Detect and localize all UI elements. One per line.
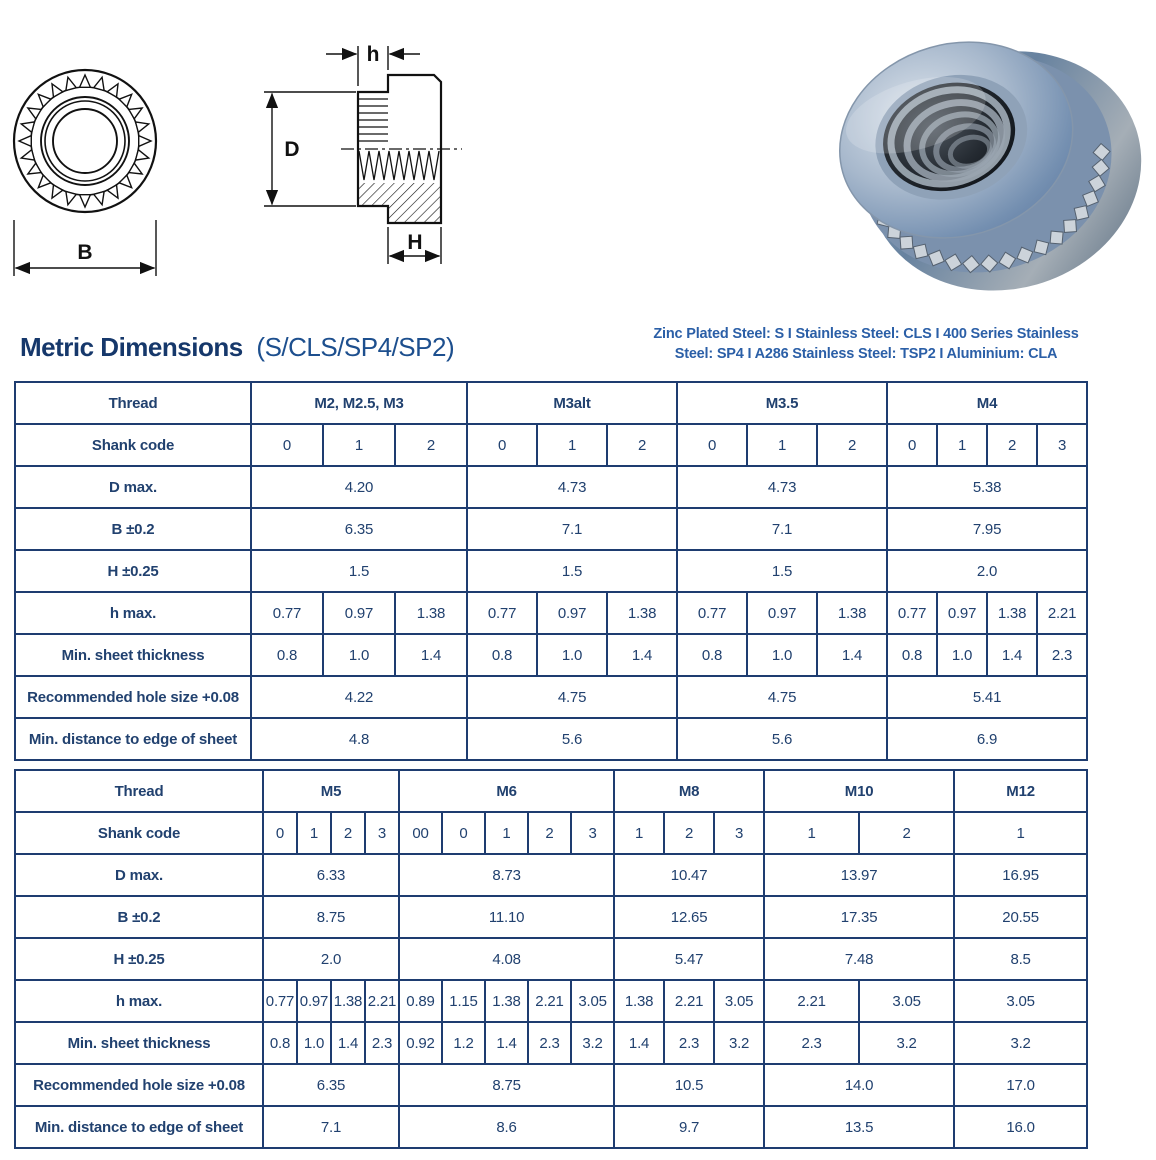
cell-shank-code: 2	[817, 424, 887, 466]
cell-thread: M5	[263, 770, 399, 812]
cell-b: 11.10	[399, 896, 614, 938]
cell-min-sheet: 0.8	[887, 634, 937, 676]
cell-min-sheet: 3.2	[571, 1022, 614, 1064]
cell-shank-code: 0	[251, 424, 323, 466]
materials-line2: Steel: SP4 I A286 Stainless Steel: TSP2 I Aluminium: CLA	[674, 346, 1058, 363]
cell-shank-code: 0	[677, 424, 747, 466]
row-label-edge-distance: Min. distance to edge of sheet	[15, 1106, 263, 1148]
cell-h-nominal: 7.48	[764, 938, 954, 980]
dim-label-h: h	[366, 43, 380, 66]
cell-d-max: 4.73	[467, 466, 677, 508]
cell-min-sheet: 1.0	[537, 634, 607, 676]
cell-hole-size: 5.41	[887, 676, 1087, 718]
cell-h-max: 1.38	[614, 980, 664, 1022]
cell-shank-code: 2	[528, 812, 571, 854]
thread-profile	[359, 151, 439, 180]
cell-min-sheet: 1.0	[747, 634, 817, 676]
cell-h-max: 3.05	[954, 980, 1087, 1022]
cell-h-max: 1.38	[987, 592, 1037, 634]
cell-min-sheet: 0.92	[399, 1022, 442, 1064]
row-shank-code	[15, 424, 1087, 466]
cell-shank-code: 00	[399, 812, 442, 854]
row-label-thread: Thread	[15, 770, 263, 812]
cell-h-max: 1.15	[442, 980, 485, 1022]
row-label-b: B ±0.2	[15, 896, 263, 938]
page-title	[20, 332, 454, 363]
cell-hole-size: 4.22	[251, 676, 467, 718]
cell-min-sheet: 1.0	[297, 1022, 331, 1064]
cell-h-max: 0.97	[747, 592, 817, 634]
cell-h-max: 1.38	[817, 592, 887, 634]
cell-d-max: 13.97	[764, 854, 954, 896]
row-h-max	[15, 980, 1087, 1022]
row-label-h-max: h max.	[15, 592, 251, 634]
cell-min-sheet: 1.4	[607, 634, 677, 676]
cell-edge-distance: 13.5	[764, 1106, 954, 1148]
dim-label-b: B	[77, 241, 93, 264]
cell-d-max: 4.73	[677, 466, 887, 508]
cell-shank-code: 2	[664, 812, 714, 854]
cell-shank-code: 3	[365, 812, 399, 854]
cell-shank-code: 3	[714, 812, 764, 854]
cell-shank-code: 1	[537, 424, 607, 466]
cell-min-sheet: 1.4	[395, 634, 467, 676]
cell-min-sheet: 3.2	[859, 1022, 954, 1064]
cell-min-sheet: 0.8	[263, 1022, 297, 1064]
dim-label-d: D	[284, 138, 300, 161]
materials-note	[646, 324, 1086, 365]
row-label-d-max: D max.	[15, 854, 263, 896]
cell-shank-code: 0	[887, 424, 937, 466]
cell-h-max: 0.77	[467, 592, 537, 634]
cell-h-nominal: 1.5	[251, 550, 467, 592]
cell-min-sheet: 2.3	[664, 1022, 714, 1064]
row-label-hole-size: Recommended hole size +0.08	[15, 1064, 263, 1106]
cell-shank-code: 3	[1037, 424, 1087, 466]
cell-b: 20.55	[954, 896, 1087, 938]
cell-d-max: 4.20	[251, 466, 467, 508]
cell-shank-code: 0	[263, 812, 297, 854]
cell-edge-distance: 16.0	[954, 1106, 1087, 1148]
cell-b: 7.1	[677, 508, 887, 550]
cell-h-nominal: 8.5	[954, 938, 1087, 980]
cell-d-max: 6.33	[263, 854, 399, 896]
cell-h-max: 0.77	[677, 592, 747, 634]
cell-d-max: 10.47	[614, 854, 764, 896]
cell-min-sheet: 1.4	[987, 634, 1037, 676]
cell-h-nominal: 1.5	[467, 550, 677, 592]
cell-d-max: 16.95	[954, 854, 1087, 896]
cell-h-max: 0.97	[937, 592, 987, 634]
cell-h-nominal: 2.0	[887, 550, 1087, 592]
cell-h-max: 3.05	[714, 980, 764, 1022]
cell-h-max: 2.21	[365, 980, 399, 1022]
cell-min-sheet: 0.8	[251, 634, 323, 676]
cell-h-nominal: 5.47	[614, 938, 764, 980]
cell-min-sheet: 2.3	[1037, 634, 1087, 676]
front-view-drawing	[10, 38, 180, 278]
cell-h-max: 3.05	[859, 980, 954, 1022]
cell-h-max: 1.38	[485, 980, 528, 1022]
cell-hole-size: 10.5	[614, 1064, 764, 1106]
cell-edge-distance: 8.6	[399, 1106, 614, 1148]
cell-h-max: 3.05	[571, 980, 614, 1022]
cell-min-sheet: 0.8	[677, 634, 747, 676]
metric-dimensions-table-1	[14, 381, 1088, 761]
cell-thread: M3alt	[467, 382, 677, 424]
cell-min-sheet: 1.4	[614, 1022, 664, 1064]
cell-min-sheet: 0.8	[467, 634, 537, 676]
materials-line1: Zinc Plated Steel: S I Stainless Steel: CLS I 400 Series Stainless	[653, 326, 1079, 342]
row-shank-code	[15, 812, 1087, 854]
cell-h-nominal: 2.0	[263, 938, 399, 980]
cell-shank-code: 3	[571, 812, 614, 854]
cell-shank-code: 1	[614, 812, 664, 854]
cell-hole-size: 17.0	[954, 1064, 1087, 1106]
cell-thread: M8	[614, 770, 764, 812]
cell-min-sheet: 1.0	[937, 634, 987, 676]
row-label-shank-code: Shank code	[15, 812, 263, 854]
row-b	[15, 508, 1087, 550]
row-min-sheet	[15, 634, 1087, 676]
cell-shank-code: 2	[395, 424, 467, 466]
cell-edge-distance: 4.8	[251, 718, 467, 760]
row-min-sheet	[15, 1022, 1087, 1064]
row-d-max	[15, 854, 1087, 896]
cell-h-max: 2.21	[528, 980, 571, 1022]
cell-min-sheet: 1.4	[817, 634, 887, 676]
cell-min-sheet: 2.3	[365, 1022, 399, 1064]
row-label-min-sheet: Min. sheet thickness	[15, 634, 251, 676]
cell-thread: M10	[764, 770, 954, 812]
cell-b: 7.1	[467, 508, 677, 550]
cell-h-max: 0.77	[887, 592, 937, 634]
row-label-d-max: D max.	[15, 466, 251, 508]
cell-h-max: 1.38	[607, 592, 677, 634]
cell-h-max: 2.21	[1037, 592, 1087, 634]
metric-dimensions-table-2	[14, 769, 1088, 1149]
cell-h-max: 0.77	[251, 592, 323, 634]
cell-shank-code: 1	[764, 812, 859, 854]
cell-min-sheet: 3.2	[714, 1022, 764, 1064]
cell-min-sheet: 1.4	[485, 1022, 528, 1064]
cell-shank-code: 1	[937, 424, 987, 466]
dimension-tables	[14, 381, 1088, 1149]
row-label-min-sheet: Min. sheet thickness	[15, 1022, 263, 1064]
row-h-nominal	[15, 938, 1087, 980]
row-label-shank-code: Shank code	[15, 424, 251, 466]
cell-edge-distance: 5.6	[677, 718, 887, 760]
cell-hole-size: 14.0	[764, 1064, 954, 1106]
row-label-hole-size: Recommended hole size +0.08	[15, 676, 251, 718]
row-label-thread: Thread	[15, 382, 251, 424]
row-thread	[15, 770, 1087, 812]
cell-min-sheet: 1.2	[442, 1022, 485, 1064]
cell-edge-distance: 6.9	[887, 718, 1087, 760]
cell-min-sheet: 2.3	[764, 1022, 859, 1064]
cell-b: 17.35	[764, 896, 954, 938]
row-h-nominal	[15, 550, 1087, 592]
cell-edge-distance: 7.1	[263, 1106, 399, 1148]
cell-b: 12.65	[614, 896, 764, 938]
serration-teeth	[19, 75, 151, 207]
cell-shank-code: 1	[323, 424, 395, 466]
cell-min-sheet: 1.0	[323, 634, 395, 676]
row-hole-size	[15, 1064, 1087, 1106]
row-d-max	[15, 466, 1087, 508]
clinch-nut-3d-image	[812, 8, 1147, 300]
pilot-ribs	[358, 99, 388, 141]
cell-h-max: 0.97	[323, 592, 395, 634]
page-title-main: Metric Dimensions	[20, 332, 243, 362]
cell-shank-code: 1	[954, 812, 1087, 854]
cell-shank-code: 2	[987, 424, 1037, 466]
page-title-suffix: (S/CLS/SP4/SP2)	[256, 332, 455, 362]
cell-min-sheet: 2.3	[528, 1022, 571, 1064]
cell-shank-code: 0	[442, 812, 485, 854]
cell-shank-code: 2	[859, 812, 954, 854]
cell-thread: M3.5	[677, 382, 887, 424]
cell-shank-code: 0	[467, 424, 537, 466]
row-edge-distance	[15, 1106, 1087, 1148]
row-edge-distance	[15, 718, 1087, 760]
row-thread	[15, 382, 1087, 424]
row-hole-size	[15, 676, 1087, 718]
row-h-max	[15, 592, 1087, 634]
cell-shank-code: 2	[607, 424, 677, 466]
row-label-h-nominal: H ±0.25	[15, 938, 263, 980]
cell-b: 8.75	[263, 896, 399, 938]
cell-hole-size: 4.75	[467, 676, 677, 718]
cell-h-nominal: 1.5	[677, 550, 887, 592]
cell-thread: M12	[954, 770, 1087, 812]
cell-shank-code: 1	[485, 812, 528, 854]
cell-thread: M2, M2.5, M3	[251, 382, 467, 424]
cell-min-sheet: 3.2	[954, 1022, 1087, 1064]
cell-shank-code: 1	[297, 812, 331, 854]
cell-h-max: 0.97	[297, 980, 331, 1022]
row-label-b: B ±0.2	[15, 508, 251, 550]
section-view-drawing	[248, 22, 478, 270]
row-label-h-max: h max.	[15, 980, 263, 1022]
cell-edge-distance: 9.7	[614, 1106, 764, 1148]
cell-h-max: 0.97	[537, 592, 607, 634]
cell-edge-distance: 5.6	[467, 718, 677, 760]
dim-label-hh: H	[407, 231, 423, 254]
cell-hole-size: 8.75	[399, 1064, 614, 1106]
cell-thread: M4	[887, 382, 1087, 424]
cell-h-max: 1.38	[395, 592, 467, 634]
cell-shank-code: 2	[331, 812, 365, 854]
cell-thread: M6	[399, 770, 614, 812]
cell-h-nominal: 4.08	[399, 938, 614, 980]
cell-d-max: 5.38	[887, 466, 1087, 508]
row-b	[15, 896, 1087, 938]
cell-h-max: 1.38	[331, 980, 365, 1022]
row-label-edge-distance: Min. distance to edge of sheet	[15, 718, 251, 760]
cell-min-sheet: 1.4	[331, 1022, 365, 1064]
cell-h-max: 2.21	[664, 980, 714, 1022]
cell-b: 6.35	[251, 508, 467, 550]
cell-d-max: 8.73	[399, 854, 614, 896]
cell-hole-size: 6.35	[263, 1064, 399, 1106]
cell-h-max: 2.21	[764, 980, 859, 1022]
section-hatch	[358, 183, 441, 222]
cell-hole-size: 4.75	[677, 676, 887, 718]
cell-b: 7.95	[887, 508, 1087, 550]
cell-h-max: 0.77	[263, 980, 297, 1022]
cell-shank-code: 1	[747, 424, 817, 466]
cell-h-max: 0.89	[399, 980, 442, 1022]
row-label-h-nominal: H ±0.25	[15, 550, 251, 592]
